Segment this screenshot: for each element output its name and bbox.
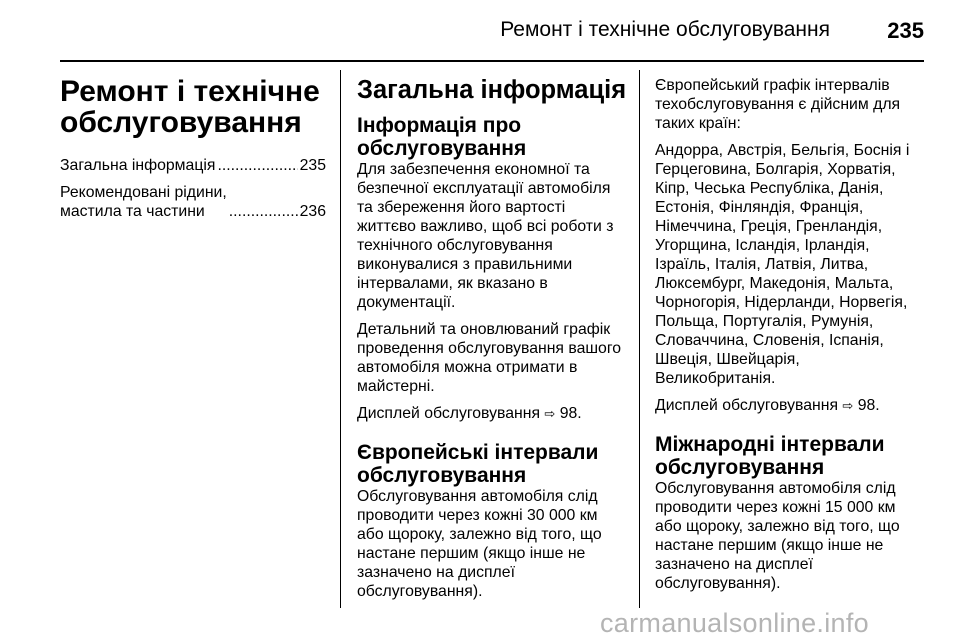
chapter-title-line2: обслуговування xyxy=(60,106,302,139)
column-chapter xyxy=(60,76,326,229)
toc-label: Загальна інформація xyxy=(60,157,216,174)
toc-leader-dots xyxy=(217,156,297,175)
subsection-title-european-intervals xyxy=(357,441,622,487)
toc-entry-recommended-fluids[interactable] xyxy=(60,183,326,221)
reference-page-link[interactable]: 98. xyxy=(559,405,582,422)
subsection-title-line2: обслуговування xyxy=(655,456,825,479)
toc-entry-general-info[interactable] xyxy=(60,156,326,175)
subsection-title-line1: Інформація про xyxy=(357,114,522,137)
reference-text: Дисплей обслуговування xyxy=(357,405,541,422)
toc-page: 236 xyxy=(299,203,326,220)
paragraph: Обслуговування автомобіля слід проводити через кожні 15 000 км або щороку, залежно від того, що настане першим (якщо інше не зазначено на дисплеї обслуговування). xyxy=(655,480,900,592)
column-general-info xyxy=(357,76,627,609)
subsection-title-line1: Європейські інтервали xyxy=(357,441,599,464)
page-reference-arrow-icon: ⇨ xyxy=(842,398,854,413)
header-title: Ремонт і технічне обслуговування xyxy=(500,18,830,41)
header-rule xyxy=(60,60,924,62)
subsection-title-international-intervals xyxy=(655,433,924,479)
page-reference-arrow-icon: ⇨ xyxy=(544,406,556,421)
paragraph: Для забезпечення економної та безпечної експлуатації автомобіля та збереження його вартості життєво важливо, щоб всі роботи з технічного обслуговування виконувалися з правильними інтервалами, як вказано в документації. xyxy=(357,161,614,311)
reference-page-link[interactable]: 98. xyxy=(857,397,880,414)
subsection-title-line2: обслуговування xyxy=(357,464,527,487)
subsection-title-line1: Міжнародні інтервали xyxy=(655,433,885,456)
column-divider-left xyxy=(340,70,341,608)
section-title: Загальна інформація xyxy=(357,76,627,104)
page-number: 235 xyxy=(887,18,924,43)
reference-text: Дисплей обслуговування xyxy=(655,397,839,414)
service-display-reference xyxy=(357,404,622,423)
chapter-title-line1: Ремонт і технічне xyxy=(60,75,320,108)
toc-page: 235 xyxy=(299,157,326,174)
chapter-title xyxy=(60,76,326,138)
service-display-reference xyxy=(655,396,924,415)
paragraph: Обслуговування автомобіля слід проводити через кожні 30 000 км або щороку, залежно від того, що настане першим (якщо інше не зазначено на дисплеї обслуговування). xyxy=(357,488,602,600)
subsection-title-line2: обслуговування xyxy=(357,137,527,160)
subsection-title-service-info xyxy=(357,114,622,160)
paragraph: Детальний та оновлюваний графік проведення обслуговування вашого автомобіля можна отримати в майстерні. xyxy=(357,321,622,395)
country-list: Андорра, Австрія, Бельгія, Боснія і Герцеговина, Болгарія, Хорватія, Кіпр, Чеська Республіка, Данія, Естонія, Фінляндія, Франція, Німеччина, Греція, Гренландія, Угорщина, Ісландія, Ірландія, Ізраїль, Італія, Латвія, Литва, Люксембург, Македонія, Мальта, Чорногорія, Нідерланди, Норвегія, Польща, Португалія, Румунія, Словаччина, Словенія, Іспанія, Швеція, Швейцарія, Великобританія. xyxy=(655,142,910,387)
paragraph: Європейський графік інтервалів техобслуговування є дійсним для таких країн: xyxy=(655,77,901,132)
toc-leader-dots xyxy=(229,202,298,221)
column-intervals xyxy=(655,76,924,601)
watermark: carmanualsonline.info xyxy=(600,608,869,638)
toc-label: Рекомендовані рідини, мастила та частини xyxy=(60,184,227,220)
column-divider-right xyxy=(639,70,640,608)
